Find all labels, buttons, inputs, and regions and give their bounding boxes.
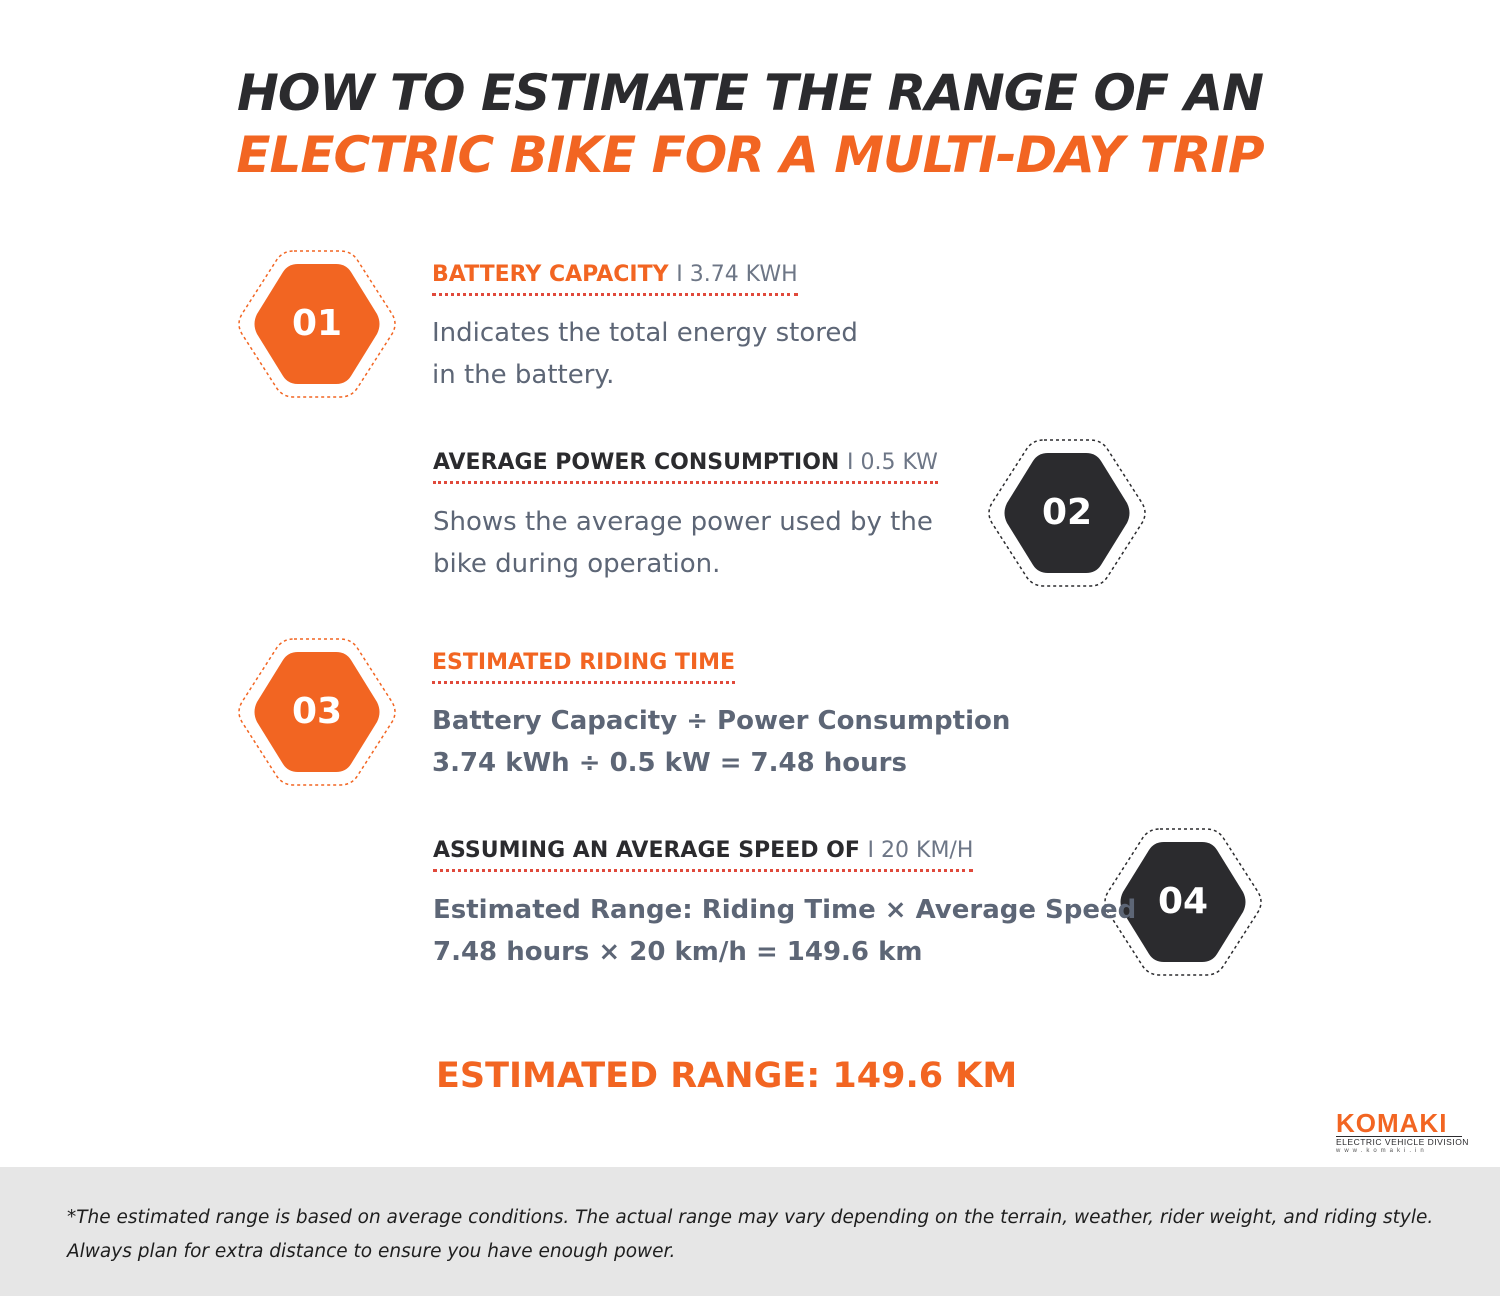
disclaimer-text	[67, 1201, 1433, 1269]
formula-line-1: Estimated Range: Riding Time × Average Speed	[433, 895, 1137, 925]
formula-line-2: 3.74 kWh ÷ 0.5 kW = 7.48 hours	[432, 748, 907, 778]
logo-url: www.komaki.in	[1336, 1148, 1428, 1154]
heading-label: BATTERY CAPACITY	[432, 262, 669, 287]
logo-brand: KOMAKI	[1336, 1108, 1448, 1138]
step-badge-03	[234, 636, 400, 788]
heading-value: I 0.5 KW	[846, 450, 938, 475]
step-badge-01	[234, 248, 400, 400]
step-badge-02	[984, 437, 1150, 589]
step-formula	[432, 700, 1010, 784]
title-line-1: HOW TO ESTIMATE THE RANGE OF AN	[237, 64, 1263, 122]
step-description	[433, 501, 933, 585]
heading-label: ASSUMING AN AVERAGE SPEED OF	[433, 838, 860, 863]
description-line-2: in the battery.	[432, 360, 615, 390]
step-heading-riding-time	[432, 650, 735, 684]
disclaimer-line-2: Always plan for extra distance to ensure you have enough power.	[67, 1241, 676, 1262]
step-description	[432, 312, 858, 396]
disclaimer-footer	[0, 1167, 1500, 1296]
heading-value: I 3.74 KWH	[676, 262, 798, 287]
heading-label: AVERAGE POWER CONSUMPTION	[433, 450, 840, 475]
step-formula	[433, 889, 1136, 973]
description-line-1: Indicates the total energy stored	[432, 318, 858, 348]
step-heading-battery-capacity	[432, 262, 798, 296]
step-heading-average-speed	[433, 838, 973, 872]
formula-line-2: 7.48 hours × 20 km/h = 149.6 km	[433, 937, 923, 967]
description-line-1: Shows the average power used by the	[433, 507, 933, 537]
step-number: 04	[1157, 881, 1209, 922]
formula-line-1: Battery Capacity ÷ Power Consumption	[432, 706, 1011, 736]
title-line-2: ELECTRIC BIKE FOR A MULTI-DAY TRIP	[236, 126, 1264, 184]
step-number: 02	[1041, 492, 1093, 533]
step-heading-average-power	[433, 450, 938, 484]
step-number: 03	[291, 691, 343, 732]
description-line-2: bike during operation.	[433, 549, 721, 579]
estimated-range-result: ESTIMATED RANGE: 149.6 KM	[436, 1056, 1018, 1096]
heading-label: ESTIMATED RIDING TIME	[432, 650, 736, 675]
komaki-logo	[1336, 1108, 1469, 1156]
heading-value: I 20 KM/H	[867, 838, 974, 863]
logo-tagline: ELECTRIC VEHICLE DIVISION	[1336, 1137, 1469, 1147]
disclaimer-line-1: *The estimated range is based on average conditions. The actual range may vary depending on the terrain, weather, rider weight, and riding style.	[67, 1207, 1434, 1228]
step-number: 01	[291, 303, 343, 344]
